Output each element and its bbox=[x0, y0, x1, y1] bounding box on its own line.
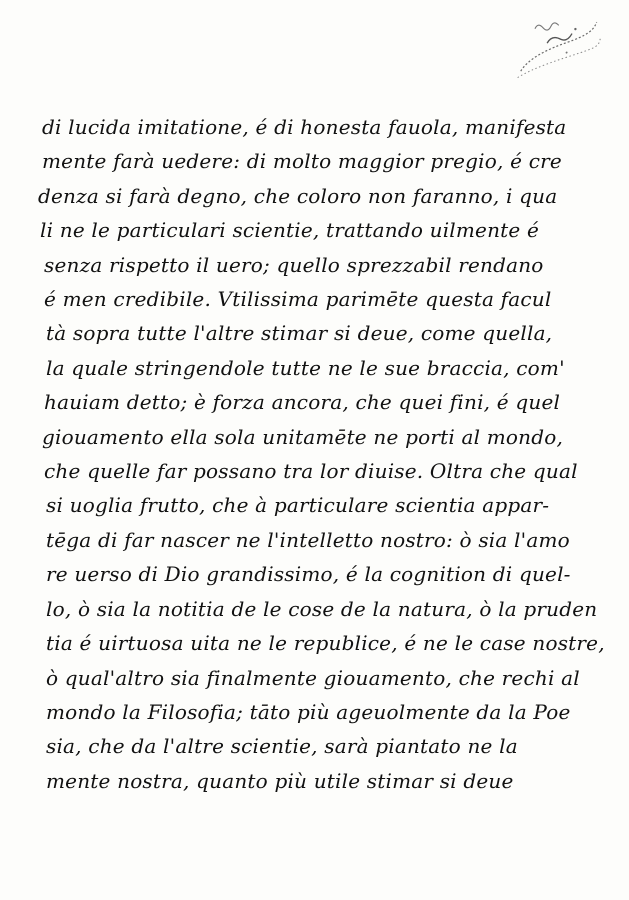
text-line: sia, che da l'altre scientie, sarà piantato ne la bbox=[46, 734, 518, 759]
text-line: re uerso di Dio grandissimo, é la cognition di quel- bbox=[46, 562, 571, 587]
text-line: tēga di far nascer ne l'intelletto nostro: ò sia l'amo bbox=[46, 527, 570, 552]
text-line: si uoglia frutto, che à particulare scientia appar- bbox=[46, 493, 550, 518]
library-stamp bbox=[504, 8, 609, 91]
text-line: lo, ò sia la notitia de le cose de la natura, ò la pruden bbox=[46, 596, 598, 621]
text-line: li ne le particulari scientie, trattando uilmente é bbox=[40, 218, 540, 243]
text-line: mondo la Filosofia; tāto più ageuolmente da la Poe bbox=[46, 699, 571, 724]
text-line: di lucida imitatione, é di honesta fauola, manifesta bbox=[42, 115, 567, 139]
stamp-mark-icon bbox=[504, 8, 609, 91]
body-text bbox=[38, 110, 605, 798]
text-line: hauiam detto; è forza ancora, che quei fini, é quel bbox=[44, 390, 561, 415]
text-line: che quelle far possano tra lor diuise. Oltra che qual bbox=[44, 459, 578, 484]
text-line: mente nostra, quanto più utile stimar si deue bbox=[46, 768, 514, 793]
text-line: senza rispetto il uero; quello sprezzabil rendano bbox=[44, 252, 544, 277]
text-line: giouamento ella sola unitamēte ne porti al mondo, bbox=[42, 424, 564, 449]
text-line: la quale stringendole tutte ne le sue braccia, com' bbox=[46, 355, 565, 380]
text-line: tà sopra tutte l'altre stimar si deue, come quella, bbox=[46, 321, 553, 346]
text-line: é men credibile. Vtilissima parimēte questa facul bbox=[44, 287, 552, 312]
text-line: ò qual'altro sia finalmente giouamento, che rechi al bbox=[46, 665, 580, 690]
text-line: tia é uirtuosa uita ne le republice, é ne le case nostre, bbox=[46, 631, 605, 656]
text-line: denza si farà degno, che coloro non faranno, i qua bbox=[38, 183, 558, 208]
text-line: mente farà uedere: di molto maggior pregio, é cre bbox=[42, 149, 562, 174]
